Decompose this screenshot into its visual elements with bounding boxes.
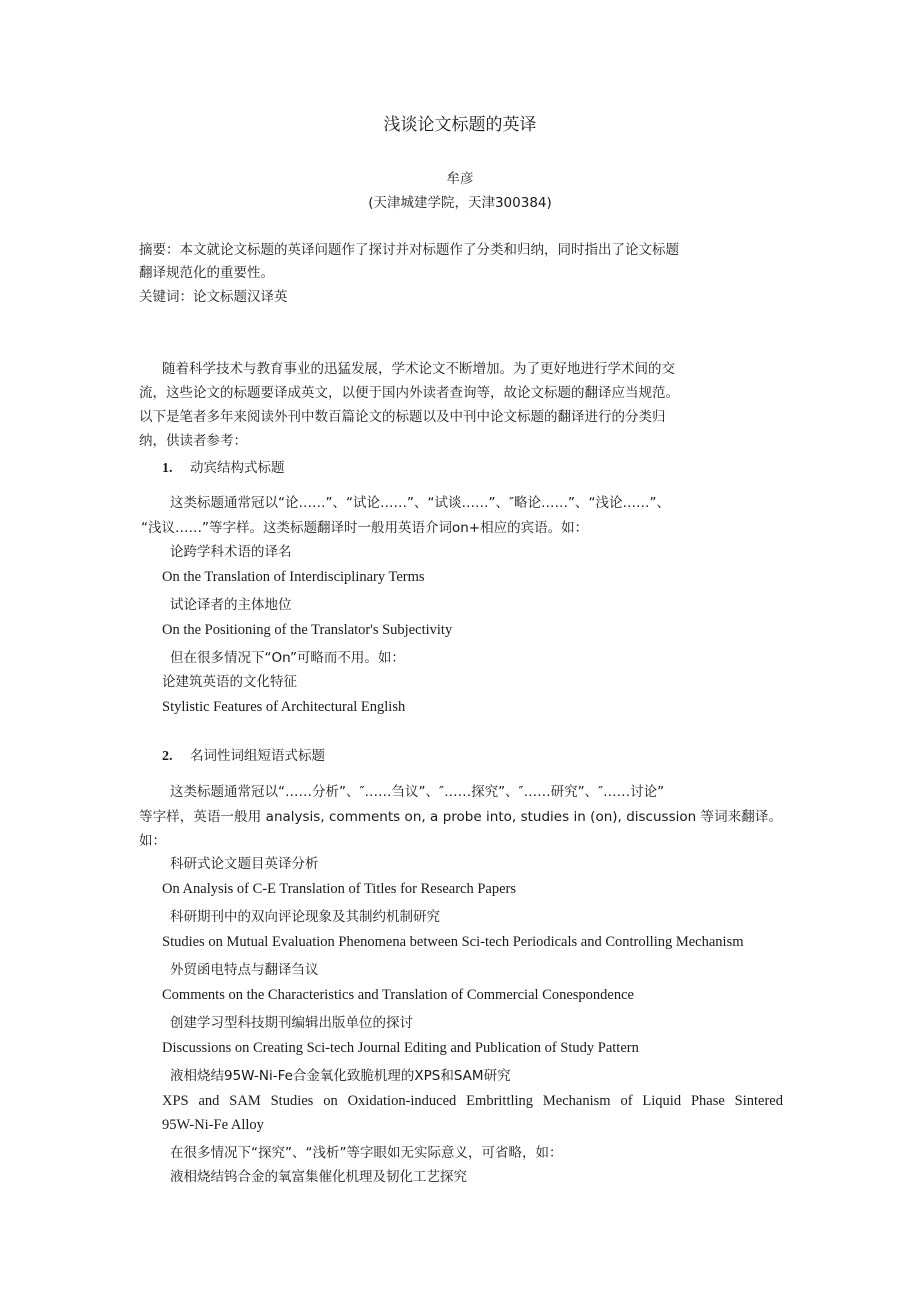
example-zh: 外贸函电特点与翻译刍议 [170, 962, 319, 978]
section-2-desc-3: 如： [139, 833, 166, 849]
abstract-line-1: 摘要：本文就论文标题的英译问题作了探讨并对标题作了分类和归纳，同时指出了论文标题 [139, 242, 679, 258]
author: 牟彦 [446, 171, 474, 187]
affiliation: (天津城建学院，天津300384) [368, 195, 552, 211]
example-zh: 论跨学科术语的译名 [170, 544, 292, 560]
section-1-number: 1. [162, 461, 173, 476]
example-en: Studies on Mutual Evaluation Phenomena between Sci-tech Periodicals and Controlling Mechanism [162, 934, 744, 950]
section-2-note: 在很多情况下“探究”、“浅析”等字眼如无实际意义，可省略，如： [170, 1145, 563, 1161]
example-en-continued: 95W-Ni-Fe Alloy [162, 1117, 264, 1133]
section-1-heading [162, 459, 285, 478]
section-1-desc-1: 这类标题通常冠以“论……”、“试论……”、“试谈……”、″略论……”、“浅论……”、 [170, 495, 670, 511]
intro-line-2: 流，这些论文的标题要译成英文，以便于国内外读者查询等，故论文标题的翻译应当规范。 [139, 385, 679, 401]
abstract-line-2: 翻译规范化的重要性。 [139, 265, 274, 281]
example-en: Discussions on Creating Sci-tech Journal Editing and Publication of Study Pattern [162, 1040, 639, 1056]
example-zh: 科研期刊中的双向评论现象及其制约机制研究 [170, 909, 440, 925]
intro-line-4: 纳，供读者参考： [139, 433, 247, 449]
intro-line-3: 以下是笔者多年来阅读外刊中数百篇论文的标题以及中刊中论文标题的翻译进行的分类归 [139, 409, 666, 425]
section-2-desc-1: 这类标题通常冠以“……分析”、″……刍议”、″……探究”、″……研究”、″……讨论” [170, 784, 665, 800]
example-en: Stylistic Features of Architectural English [162, 699, 406, 715]
paper-title: 浅谈论文标题的英译 [383, 115, 537, 135]
intro-line-1: 随着科学技术与教育事业的迅猛发展，学术论文不断增加。为了更好地进行学术间的交 [162, 361, 675, 377]
example-zh: 液相烧结钨合金的氧富集催化机理及韧化工艺探究 [170, 1169, 467, 1185]
section-2-heading [162, 747, 325, 766]
keywords: 关键词：论文标题汉译英 [139, 289, 288, 305]
example-en: On the Translation of Interdisciplinary Terms [162, 569, 425, 585]
example-en: XPS and SAM Studies on Oxidation-induced Embrittling Mechanism of Liquid Phase Sintered [162, 1093, 783, 1109]
example-en: On the Positioning of the Translator's Subjectivity [162, 622, 453, 638]
example-zh: 试论译者的主体地位 [170, 597, 292, 613]
section-2-desc-2: 等字样，英语一般用 analysis, comments on, a probe into, studies in (on), discussion 等词来翻译。 [139, 809, 782, 825]
section-2-title: 名词性词组短语式标题 [190, 748, 325, 764]
example-zh: 科研式论文题目英译分析 [170, 856, 319, 872]
section-1-note: 但在很多情况下“On”可略而不用。如： [170, 650, 405, 666]
example-en: Comments on the Characteristics and Translation of Commercial Conespondence [162, 987, 634, 1003]
example-zh: 液相烧结95W-Ni-Fe合金氧化致脆机理的XPS和SAM研究 [170, 1068, 511, 1084]
section-1-desc-2: “浅议……”等字样。这类标题翻译时一般用英语介词on+相应的宾语。如： [141, 520, 589, 536]
section-1-title: 动宾结构式标题 [190, 460, 285, 476]
example-zh: 创建学习型科技期刊编辑出版单位的探讨 [170, 1015, 413, 1031]
example-en: On Analysis of C-E Translation of Titles for Research Papers [162, 881, 517, 897]
section-2-number: 2. [162, 749, 173, 764]
example-zh: 论建筑英语的文化特征 [162, 674, 297, 690]
